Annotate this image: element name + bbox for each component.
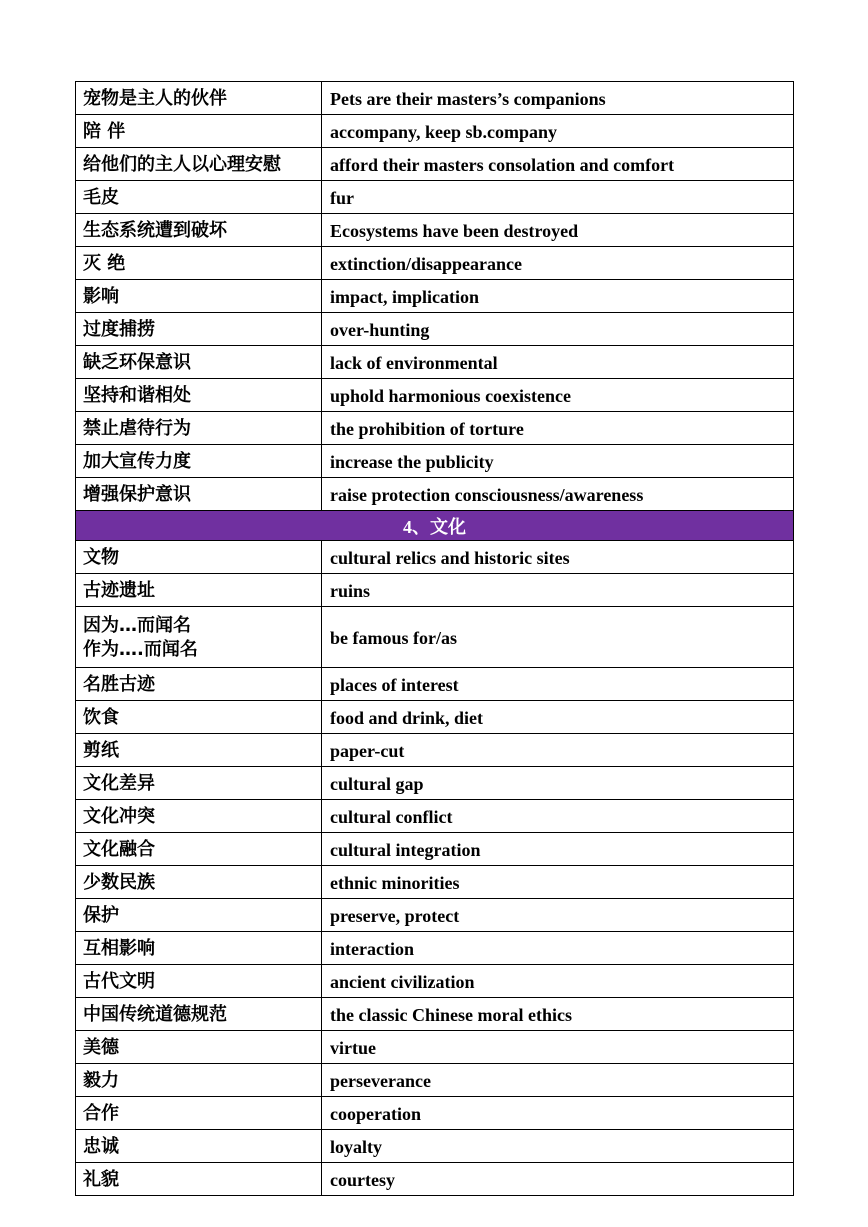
chinese-term: 文化差异 <box>76 767 322 800</box>
english-term: cultural integration <box>322 833 794 866</box>
table-row <box>76 181 794 214</box>
chinese-term-line-2: 作为….而闻名 <box>83 639 198 660</box>
table-row <box>76 800 794 833</box>
table-row <box>76 899 794 932</box>
table-row <box>76 734 794 767</box>
chinese-term: 中国传统道德规范 <box>76 998 322 1031</box>
english-term: fur <box>322 181 794 214</box>
chinese-term: 古代文明 <box>76 965 322 998</box>
chinese-term: 灭 绝 <box>76 247 322 280</box>
english-term: courtesy <box>322 1163 794 1196</box>
vocabulary-table <box>75 81 794 1196</box>
table-row <box>76 607 794 668</box>
table-row <box>76 82 794 115</box>
table-row <box>76 115 794 148</box>
chinese-term: 毛皮 <box>76 181 322 214</box>
english-term: uphold harmonious coexistence <box>322 379 794 412</box>
english-term: raise protection consciousness/awareness <box>322 478 794 511</box>
english-term: virtue <box>322 1031 794 1064</box>
table-row <box>76 574 794 607</box>
chinese-term: 坚持和谐相处 <box>76 379 322 412</box>
english-term: the prohibition of torture <box>322 412 794 445</box>
english-term: extinction/disappearance <box>322 247 794 280</box>
chinese-term: 给他们的主人以心理安慰 <box>76 148 322 181</box>
table-row <box>76 701 794 734</box>
chinese-term: 加大宣传力度 <box>76 445 322 478</box>
chinese-term: 毅力 <box>76 1064 322 1097</box>
english-term: accompany, keep sb.company <box>322 115 794 148</box>
table-row <box>76 214 794 247</box>
english-term: over-hunting <box>322 313 794 346</box>
chinese-term: 缺乏环保意识 <box>76 346 322 379</box>
table-row <box>76 833 794 866</box>
table-row <box>76 280 794 313</box>
chinese-term: 名胜古迹 <box>76 668 322 701</box>
chinese-term: 美德 <box>76 1031 322 1064</box>
chinese-term: 合作 <box>76 1097 322 1130</box>
english-term: interaction <box>322 932 794 965</box>
english-term: cultural relics and historic sites <box>322 541 794 574</box>
english-term: Pets are their masters’s companions <box>322 82 794 115</box>
chinese-term: 忠诚 <box>76 1130 322 1163</box>
english-term: food and drink, diet <box>322 701 794 734</box>
table-row <box>76 379 794 412</box>
table-row <box>76 998 794 1031</box>
english-term: cultural conflict <box>322 800 794 833</box>
english-term: loyalty <box>322 1130 794 1163</box>
english-term: ruins <box>322 574 794 607</box>
table-row <box>76 445 794 478</box>
chinese-term: 生态系统遭到破坏 <box>76 214 322 247</box>
english-term: cultural gap <box>322 767 794 800</box>
chinese-term: 少数民族 <box>76 866 322 899</box>
chinese-term: 互相影响 <box>76 932 322 965</box>
chinese-term: 文化冲突 <box>76 800 322 833</box>
section-header-row <box>76 511 794 541</box>
table-row <box>76 346 794 379</box>
english-term: afford their masters consolation and comfort <box>322 148 794 181</box>
table-row <box>76 1130 794 1163</box>
table-row <box>76 541 794 574</box>
english-term: preserve, protect <box>322 899 794 932</box>
chinese-term: 古迹遗址 <box>76 574 322 607</box>
english-term: be famous for/as <box>322 607 794 668</box>
chinese-term: 保护 <box>76 899 322 932</box>
table-row <box>76 1031 794 1064</box>
chinese-term: 剪纸 <box>76 734 322 767</box>
english-term: cooperation <box>322 1097 794 1130</box>
chinese-term: 饮食 <box>76 701 322 734</box>
english-term: ancient civilization <box>322 965 794 998</box>
chinese-term: 影响 <box>76 280 322 313</box>
section-header: 4、文化 <box>76 511 794 541</box>
english-term: perseverance <box>322 1064 794 1097</box>
chinese-term: 陪 伴 <box>76 115 322 148</box>
table-row <box>76 412 794 445</box>
table-row <box>76 965 794 998</box>
table-row <box>76 932 794 965</box>
english-term: impact, implication <box>322 280 794 313</box>
table-row <box>76 313 794 346</box>
chinese-term: 过度捕捞 <box>76 313 322 346</box>
chinese-term: 宠物是主人的伙伴 <box>76 82 322 115</box>
chinese-term: 礼貌 <box>76 1163 322 1196</box>
english-term: increase the publicity <box>322 445 794 478</box>
chinese-term: 文化融合 <box>76 833 322 866</box>
english-term: lack of environmental <box>322 346 794 379</box>
chinese-term: 文物 <box>76 541 322 574</box>
english-term: Ecosystems have been destroyed <box>322 214 794 247</box>
chinese-term: 禁止虐待行为 <box>76 412 322 445</box>
table-row <box>76 478 794 511</box>
table-row <box>76 668 794 701</box>
table-row <box>76 866 794 899</box>
english-term: paper-cut <box>322 734 794 767</box>
table-row <box>76 1097 794 1130</box>
english-term: ethnic minorities <box>322 866 794 899</box>
table-row <box>76 767 794 800</box>
chinese-term: 增强保护意识 <box>76 478 322 511</box>
chinese-term-line-1: 因为…而闻名 <box>83 615 191 636</box>
chinese-term <box>76 607 322 668</box>
table-row <box>76 1163 794 1196</box>
table-row <box>76 247 794 280</box>
table-row <box>76 148 794 181</box>
table-row <box>76 1064 794 1097</box>
english-term: places of interest <box>322 668 794 701</box>
english-term: the classic Chinese moral ethics <box>322 998 794 1031</box>
